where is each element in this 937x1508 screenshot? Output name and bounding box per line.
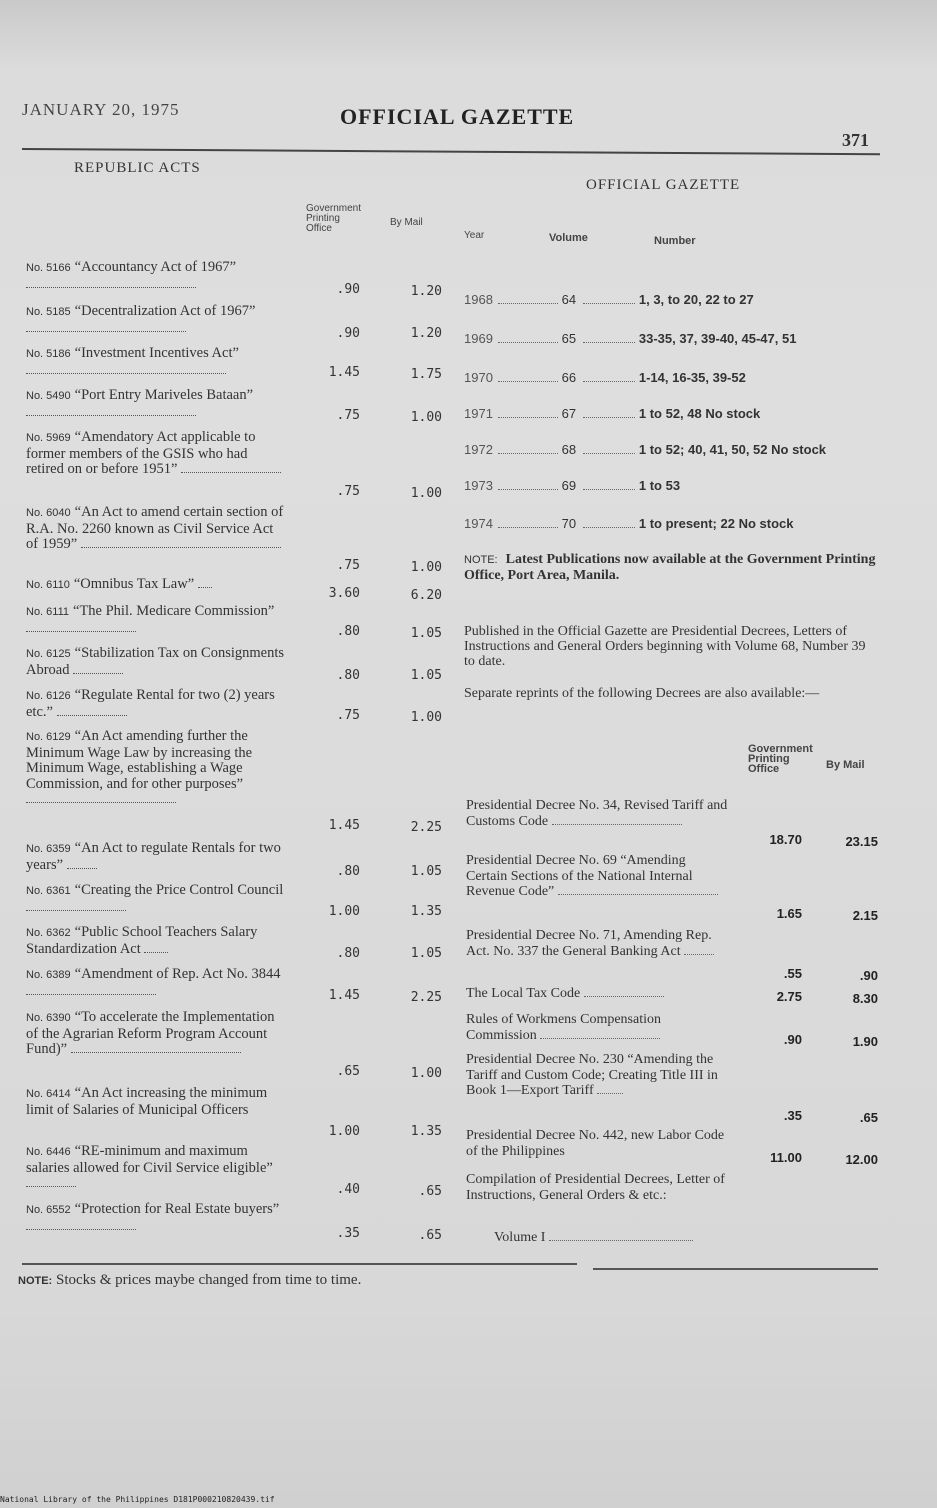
decree-item: Presidential Decree No. 442, new Labor Code of the Philippines	[466, 1128, 725, 1159]
ra-col-mail: By Mail	[390, 217, 423, 228]
og-row-1974: 1974 70 1 to present; 22 No stock	[464, 516, 794, 531]
ra-price-printing: 1.00	[328, 1124, 360, 1139]
ra-price-printing: .90	[336, 326, 360, 341]
ra-price-mail: 1.00	[410, 410, 442, 425]
ra-price-mail: 1.05	[410, 946, 442, 961]
ra-price-mail: 1.00	[410, 486, 442, 501]
decree-item: Compilation of Presidential Decrees, Letter of Instructions, General Orders & etc.:	[466, 1172, 725, 1203]
og-col-number: Number	[654, 235, 696, 247]
decree-price-mail: 12.00	[845, 1152, 878, 1167]
ra-entry-6111: No. 6111 “The Phil. Medicare Commission”	[26, 604, 284, 636]
ra-price-mail: 1.20	[410, 326, 442, 341]
decree-item: Volume I	[494, 1230, 728, 1246]
decree-price-mail: .90	[859, 968, 878, 983]
ra-price-printing: .40	[336, 1182, 360, 1197]
decree-price-printing: 2.75	[776, 989, 802, 1004]
og-published-text: Published in the Official Gazette are Presidential Decrees, Letters of Instructions and General Orders beginning with Volume 68, Number 39 to date.	[464, 624, 866, 669]
header-rule	[22, 148, 880, 155]
official-gazette-title: OFFICIAL GAZETTE	[586, 177, 741, 193]
footer-rule-left	[22, 1263, 577, 1265]
footer-rule-right	[593, 1268, 878, 1270]
ra-price-printing: .65	[336, 1064, 360, 1079]
ra-entry-6389: No. 6389 “Amendment of Rep. Act No. 3844	[26, 967, 284, 999]
ra-price-mail: 1.00	[410, 1066, 442, 1081]
decree-price-mail: 1.90	[852, 1034, 878, 1049]
decree-item: Presidential Decree No. 230 “Amending the Tariff and Custom Code; Creating Title III in Book 1—Export Tariff	[466, 1052, 718, 1098]
dec-col-mail: By Mail	[826, 759, 865, 771]
ra-entry-6359: No. 6359 “An Act to regulate Rentals for two years”	[26, 840, 281, 873]
ra-entry-6446: No. 6446 “RE-minimum and maximum salaries allowed for Civil Service eligible”	[26, 1144, 284, 1192]
decree-item: Presidential Decree No. 69 “Amending Certain Sections of the National Internal Revenue Code”	[466, 853, 728, 900]
decree-price-printing: 18.70	[769, 832, 802, 847]
ra-entry-6361: No. 6361 “Creating the Price Control Council	[26, 883, 284, 915]
ra-entry-6552: No. 6552 “Protection for Real Estate buyers”	[26, 1202, 284, 1234]
header-date: JANUARY 20, 1975	[22, 100, 180, 119]
ra-entry-6110: No. 6110 “Omnibus Tax Law”	[26, 577, 284, 594]
og-reprints-text: Separate reprints of the following Decrees are also available:—	[464, 686, 820, 701]
decree-price-printing: .55	[783, 966, 802, 981]
ra-price-mail: 1.05	[410, 668, 442, 683]
republic-acts-title: REPUBLIC ACTS	[74, 160, 201, 176]
og-row-1973: 1973 69 1 to 53	[464, 478, 681, 493]
ra-price-printing: .75	[336, 708, 360, 723]
ra-price-mail: 1.05	[410, 626, 442, 641]
ra-entry-5185: No. 5185 “Decentralization Act of 1967”	[26, 304, 284, 336]
ra-price-printing: .80	[336, 668, 360, 683]
decree-item: Presidential Decree No. 71, Amending Rep. Act. No. 337 the General Banking Act	[466, 928, 728, 959]
ra-price-printing: .80	[336, 946, 360, 961]
ra-price-printing: .90	[336, 282, 360, 297]
ra-price-printing: .75	[336, 484, 360, 499]
ra-price-mail: 1.35	[410, 904, 442, 919]
ra-entry-5490: No. 5490 “Port Entry Mariveles Bataan”	[26, 388, 284, 420]
ra-entry-6126: No. 6126 “Regulate Rental for two (2) years etc.”	[26, 687, 275, 720]
decree-price-mail: 23.15	[845, 834, 878, 849]
ra-price-mail: 1.20	[410, 284, 442, 299]
ra-price-mail: 2.25	[410, 820, 442, 835]
dec-col-printing: Government Printing Office	[748, 743, 813, 775]
ra-price-printing: .75	[336, 408, 360, 423]
ra-entry-5969: No. 5969 “Amendatory Act applicable to former members of the GSIS who had retired on or before 1951”	[26, 430, 284, 478]
ra-col-printing: Government Printing Office	[306, 203, 362, 234]
decree-price-mail: 2.15	[852, 908, 878, 923]
decree-item: Rules of Workmens Compensation Commission	[466, 1012, 661, 1043]
ra-price-printing: .80	[336, 864, 360, 879]
ra-entry-6125: No. 6125 “Stabilization Tax on Consignments Abroad	[26, 645, 285, 678]
ra-price-printing: 1.45	[328, 818, 360, 833]
og-note: NOTE: Latest Publications now available at the Government Printing Office, Port Area, Manila.	[464, 552, 876, 583]
ra-price-printing: 1.00	[328, 904, 360, 919]
ra-price-mail: .65	[418, 1184, 442, 1199]
og-row-1971: 1971 67 1 to 52, 48 No stock	[464, 406, 761, 421]
ra-price-printing: 3.60	[328, 586, 360, 601]
ra-price-printing: .35	[336, 1226, 360, 1241]
ra-entry-6414: No. 6414 “An Act increasing the minimum limit of Salaries of Municipal Officers	[26, 1085, 268, 1118]
ra-price-mail: 1.75	[410, 367, 442, 382]
og-col-year: Year	[464, 230, 485, 241]
decree-price-printing: 1.65	[776, 906, 802, 921]
ra-entry-6362: No. 6362 “Public School Teachers Salary Standardization Act	[26, 924, 258, 957]
ra-price-printing: .80	[336, 624, 360, 639]
ra-price-mail: 2.25	[410, 990, 442, 1005]
ra-entry-5166: No. 5166 “Accountancy Act of 1967”	[26, 260, 284, 292]
ra-price-mail: .65	[418, 1228, 442, 1243]
ra-price-mail: 1.35	[410, 1124, 442, 1139]
ra-price-mail: 1.05	[410, 864, 442, 879]
footer-note: NOTE: Stocks & prices maybe changed from time to time.	[18, 1272, 362, 1288]
ra-price-printing: 1.45	[328, 365, 360, 380]
decree-price-mail: 8.30	[852, 991, 878, 1006]
ra-price-mail: 6.20	[410, 588, 442, 603]
page-number: 371	[842, 130, 869, 150]
og-row-1968: 1968 64 1, 3, to 20, 22 to 27	[464, 292, 754, 307]
ra-price-mail: 1.00	[410, 560, 442, 575]
decree-price-printing: .90	[783, 1032, 802, 1047]
ra-entry-6390: No. 6390 “To accelerate the Implementation of the Agrarian Reform Program Account Fund)”	[26, 1009, 275, 1057]
ra-price-mail: 1.00	[410, 710, 442, 725]
scan-credit: National Library of the Philippines D181P000210820439.tif	[0, 1495, 275, 1504]
ra-price-printing: .75	[336, 558, 360, 573]
og-col-volume: Volume	[549, 232, 588, 244]
og-row-1969: 1969 65 33-35, 37, 39-40, 45-47, 51	[464, 331, 797, 346]
ra-entry-6040: No. 6040 “An Act to amend certain section of R.A. No. 2260 known as Civil Service Act of 1959”	[26, 504, 284, 552]
ra-entry-5186: No. 5186 “Investment Incentives Act”	[26, 346, 284, 378]
ra-price-printing: 1.45	[328, 988, 360, 1003]
decree-price-printing: 11.00	[770, 1150, 802, 1165]
ra-entry-6129: No. 6129 “An Act amending further the Minimum Wage Law by increasing the Minimum Wage, establishing a Wage Commission, and for other purposes”	[26, 729, 284, 808]
decree-item: The Local Tax Code	[466, 986, 728, 1002]
header-title: OFFICIAL GAZETTE	[340, 104, 575, 129]
decree-item: Presidential Decree No. 34, Revised Tariff and Customs Code	[466, 798, 728, 829]
decree-price-printing: .35	[783, 1108, 802, 1123]
decree-price-mail: .65	[859, 1110, 878, 1125]
og-row-1970: 1970 66 1-14, 16-35, 39-52	[464, 370, 746, 385]
og-row-1972: 1972 68 1 to 52; 40, 41, 50, 52 No stock	[464, 442, 827, 457]
